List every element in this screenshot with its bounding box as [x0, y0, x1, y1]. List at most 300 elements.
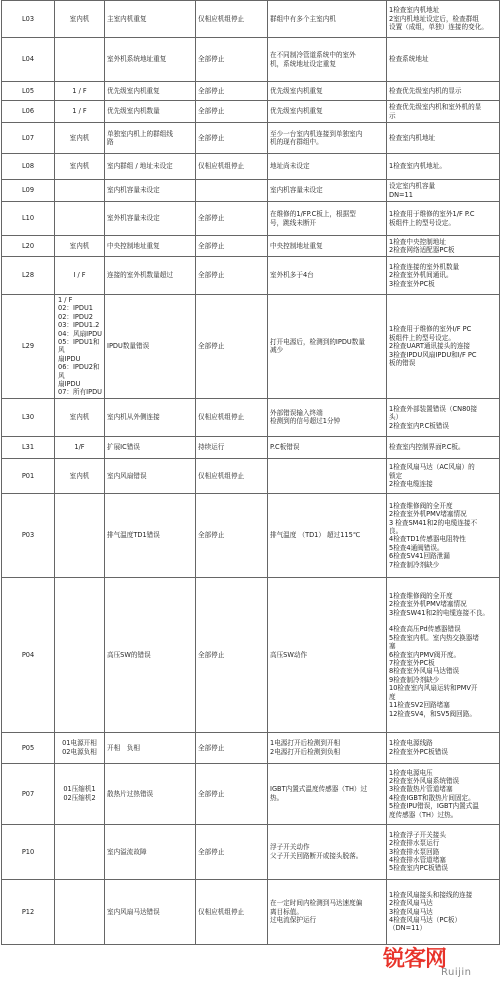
table-row — [2, 154, 500, 180]
table-row — [2, 493, 500, 577]
system-behavior-cell — [196, 154, 268, 180]
error-code-cell: L05 — [2, 82, 55, 101]
error-description-cell — [105, 458, 196, 493]
detect-unit-line: 01电源开相 — [62, 739, 97, 748]
system-behavior-cell — [196, 180, 268, 202]
detection-reason-line: 在维修的1/FP.C板上，根据型 — [270, 210, 356, 219]
system-behavior-line: 全部停止 — [198, 650, 225, 659]
detection-reason-line: 号，跳线未断开 — [270, 218, 317, 227]
check-action-line: 板的错误 — [389, 359, 416, 368]
error-code-cell: L06 — [2, 101, 55, 123]
detection-reason-cell — [268, 236, 387, 257]
watermark-brand-text: 锐客网 — [383, 947, 447, 972]
detect-unit-line: 02：IPDU1 — [58, 304, 94, 313]
detect-unit-line: 06：IPDU2和风 — [58, 363, 100, 380]
check-action-cell — [387, 180, 500, 202]
table-row — [2, 824, 500, 879]
check-action-line: 2检查排水泵运行 — [389, 839, 440, 848]
detect-unit-line: 室内机 — [69, 471, 90, 480]
check-action-line: 12检查SV4，和SV5阀回路。 — [389, 709, 476, 718]
detection-reason-line: 至少一台室内机连接到单独室内 — [270, 129, 363, 138]
system-behavior-cell — [196, 82, 268, 101]
error-description-line: 扩展IC错误 — [107, 443, 140, 452]
check-action-line: 2检查室外风扇系统错误 — [389, 777, 460, 786]
detection-reason-cell — [268, 82, 387, 101]
detection-reason-line: 优先级室内机重复 — [270, 86, 323, 95]
check-action-cell — [387, 202, 500, 236]
system-behavior-line: 仅相应机组停止 — [198, 14, 245, 23]
watermark-domain-text: Ruijin — [441, 967, 472, 978]
table-row — [2, 257, 500, 295]
system-behavior-line: 全部停止 — [198, 241, 225, 250]
detection-reason-line: 优先级室内机重复 — [270, 107, 323, 116]
error-description-line: 室内机容量未设定 — [107, 186, 160, 195]
detect-unit-cell — [55, 763, 105, 824]
system-behavior-cell — [196, 1, 268, 38]
error-description-cell — [105, 1, 196, 38]
check-action-line: 检查室内机地址 — [389, 133, 436, 142]
detection-reason-line: 高压SW动作 — [270, 650, 308, 659]
check-action-cell — [387, 398, 500, 436]
detect-unit-line: 扇IPDU — [58, 380, 81, 389]
detection-reason-line: 2电源打开后检测到负相 — [270, 747, 341, 756]
detect-unit-line: 02：IPDU2 — [58, 312, 94, 321]
detection-reason-line: 中央控制地址重复 — [270, 241, 323, 250]
check-action-cell — [387, 493, 500, 577]
check-action-line: 头） — [389, 413, 403, 422]
system-behavior-line: 全部停止 — [198, 86, 225, 95]
detection-reason-cell — [268, 38, 387, 82]
check-action-cell — [387, 577, 500, 732]
detection-reason-line: 机的现有群组中。 — [270, 138, 323, 146]
detection-reason-cell — [268, 257, 387, 295]
detect-unit-line: 1 / F — [72, 107, 87, 116]
check-action-cell — [387, 763, 500, 824]
detection-reason-cell — [268, 1, 387, 38]
check-action-line: 示 — [389, 111, 396, 120]
check-action-line: 设置（成组，单独）连接的变化。 — [389, 23, 488, 32]
error-description-line: 室内溢流故障 — [107, 847, 147, 856]
error-description-line: 室内风扇马达错误 — [107, 907, 160, 916]
system-behavior-cell — [196, 458, 268, 493]
check-action-line: 5检查室内机。室内热交换器堵 — [389, 633, 479, 642]
error-code-cell: L31 — [2, 436, 55, 458]
system-behavior-cell — [196, 879, 268, 944]
detect-unit-line: 扇IPDU — [58, 354, 81, 363]
check-action-line: 1检查用于维修的室外1/F P.C — [389, 210, 475, 219]
check-action-cell — [387, 458, 500, 493]
check-action-line: 2检查风扇马达 — [389, 899, 433, 908]
detect-unit-cell — [55, 202, 105, 236]
check-action-line: （DN=11） — [389, 924, 427, 933]
error-code-cell: P04 — [2, 577, 55, 732]
detect-unit-cell — [55, 398, 105, 436]
detection-reason-line: IGBT内置式温度传感器（TH）过 — [270, 785, 368, 794]
detect-unit-cell — [55, 123, 105, 154]
check-action-line: 2检查室外机PMV堵塞情况 — [389, 600, 467, 609]
error-description-cell — [105, 82, 196, 101]
check-action-line: 检查优先级室内机和室外机的显 — [389, 103, 482, 112]
error-description-line: 开相 负相 — [107, 743, 140, 752]
table-row — [2, 1, 500, 38]
system-behavior-line: 全部停止 — [198, 133, 225, 142]
check-action-cell — [387, 38, 500, 82]
check-action-line: 4检查TD1传感器电阻特性 — [389, 535, 466, 544]
table-row — [2, 732, 500, 763]
system-behavior-cell — [196, 398, 268, 436]
check-action-line: 11检查SV2回路堵塞 — [389, 701, 450, 710]
check-action-line: 塞 — [389, 642, 396, 651]
detection-reason-cell — [268, 493, 387, 577]
check-action-line: 1检查连接的室外机数量 — [389, 262, 460, 271]
error-code-cell: L04 — [2, 38, 55, 82]
detection-reason-cell — [268, 398, 387, 436]
check-action-line: 2室内机地址设定后，检查群组 — [389, 14, 479, 23]
site-watermark-logo — [383, 942, 499, 982]
check-action-line: 1检查外部装置错误（CN80接 — [389, 404, 478, 413]
check-action-line: 3检查IPDU风扇IPDU和I/F PC — [389, 350, 477, 359]
error-description-line: 主室内机重复 — [107, 14, 147, 23]
error-description-line: 单独室内机上的群组线 — [107, 129, 173, 138]
error-description-line: 室内风扇错误 — [107, 471, 147, 480]
check-action-line: 9检查制冷剂缺少 — [389, 675, 440, 684]
check-action-cell — [387, 236, 500, 257]
detect-unit-line: 03：IPDU1.2 — [58, 321, 100, 330]
check-action-cell — [387, 436, 500, 458]
table-row — [2, 763, 500, 824]
check-action-line: 2检查室外机PMV堵塞情况 — [389, 510, 467, 519]
check-action-line: 板组件上的型号设定。 — [389, 333, 455, 342]
system-behavior-line: 全部停止 — [198, 743, 225, 752]
check-action-line: 1检查室内机地址 — [389, 6, 440, 15]
error-description-cell — [105, 824, 196, 879]
detection-reason-cell — [268, 123, 387, 154]
check-action-line: 1检查电源电压 — [389, 768, 433, 777]
error-description-cell — [105, 763, 196, 824]
check-action-line: 1检查室内机地址。 — [389, 162, 446, 171]
detect-unit-cell — [55, 1, 105, 38]
system-behavior-line: 仅相应机组停止 — [198, 162, 245, 171]
error-code-cell: L20 — [2, 236, 55, 257]
error-description-cell — [105, 38, 196, 82]
detection-reason-line: 在不同制冷管道系统中的室外 — [270, 51, 356, 60]
check-action-line: 1检查浮子开关接头 — [389, 830, 446, 839]
table-row — [2, 38, 500, 82]
detect-unit-line: 室内机 — [69, 133, 90, 142]
detect-unit-cell — [55, 257, 105, 295]
error-description-cell — [105, 257, 196, 295]
check-action-line: 4检查IGBT和散热片间固定。 — [389, 793, 475, 802]
detection-reason-cell — [268, 101, 387, 123]
detect-unit-cell — [55, 38, 105, 82]
table-row — [2, 236, 500, 257]
error-description-cell — [105, 577, 196, 732]
table-row — [2, 202, 500, 236]
system-behavior-cell — [196, 236, 268, 257]
detection-reason-cell — [268, 180, 387, 202]
detection-reason-line: P.C板错误 — [270, 443, 300, 452]
detection-reason-cell — [268, 577, 387, 732]
error-code-cell: L30 — [2, 398, 55, 436]
detect-unit-line: 室内机 — [69, 14, 90, 23]
check-action-line: 7检查室外PC板 — [389, 659, 435, 668]
detection-reason-cell — [268, 436, 387, 458]
check-action-line: 2检查网络适配器PC板 — [389, 246, 455, 254]
check-action-line: 3检查风扇马达 — [389, 907, 433, 916]
check-action-line: 1检查风扇马达（AC风扇）的 — [389, 463, 475, 472]
error-description-cell — [105, 436, 196, 458]
system-behavior-line: 全部停止 — [198, 55, 225, 64]
check-action-line: 2检查室外机间通讯。 — [389, 271, 453, 280]
detect-unit-line: 室内机 — [69, 413, 90, 422]
error-code-cell: P12 — [2, 879, 55, 944]
system-behavior-cell — [196, 202, 268, 236]
detection-reason-line: 排气温度 （TD1） 超过115℃ — [270, 531, 361, 540]
system-behavior-cell — [196, 38, 268, 82]
detection-reason-line: 群组中有多个主室内机 — [270, 14, 336, 23]
error-description-line: 连接的室外机数量超过 — [107, 271, 173, 280]
system-behavior-cell — [196, 577, 268, 732]
detection-reason-line: 父子开关回路断开或接头脱落。 — [270, 851, 363, 860]
system-behavior-cell — [196, 763, 268, 824]
detection-reason-line: 外部错误输入终端 — [270, 408, 323, 417]
detection-reason-line: 热。 — [270, 793, 284, 802]
check-action-line: 1检查风扇接头和接线的连接 — [389, 890, 473, 899]
check-action-line: 5检查室内PC板错误 — [389, 864, 448, 873]
detect-unit-cell — [55, 295, 105, 399]
check-action-line: 3检查室外PC板 — [389, 279, 435, 288]
table-row — [2, 295, 500, 399]
error-description-cell — [105, 154, 196, 180]
check-action-cell — [387, 1, 500, 38]
table-row — [2, 458, 500, 493]
detection-reason-line: 地址尚未设定 — [270, 162, 310, 171]
check-action-line: 6检查SV41回路泄漏 — [389, 552, 450, 561]
detection-reason-cell — [268, 458, 387, 493]
system-behavior-cell — [196, 295, 268, 399]
check-action-line: DN=11 — [389, 190, 413, 199]
error-code-cell: L29 — [2, 295, 55, 399]
detect-unit-line: 1 / F — [72, 86, 87, 95]
error-code-cell: L08 — [2, 154, 55, 180]
check-action-line: 锁定 — [389, 471, 403, 480]
detection-reason-line: 在一定时间内检测到马达速度偏 — [270, 899, 363, 908]
error-code-cell: P03 — [2, 493, 55, 577]
detection-reason-cell — [268, 154, 387, 180]
check-action-line: 3 检查SM41和2的电缆连接不 — [389, 518, 478, 527]
check-action-line: 6检查室内PMV阀开度。 — [389, 650, 461, 659]
check-action-line: 10检查室内风扇运转和PMV开 — [389, 684, 478, 693]
check-action-line: 板组件上的型号设定。 — [389, 218, 455, 227]
check-action-line: 5检查4通阀错误。 — [389, 543, 444, 552]
table-row — [2, 879, 500, 944]
check-action-cell — [387, 295, 500, 399]
error-description-cell — [105, 180, 196, 202]
system-behavior-line: 全部停止 — [198, 271, 225, 280]
error-description-line: 室外机系统地址重复 — [107, 55, 167, 64]
check-action-cell — [387, 824, 500, 879]
error-code-cell: L10 — [2, 202, 55, 236]
detect-unit-line: 04：风扇IPDU — [58, 329, 102, 338]
check-action-line: 设定室内机容量 — [389, 182, 436, 191]
detection-reason-cell — [268, 879, 387, 944]
system-behavior-line: 全部停止 — [198, 789, 225, 798]
error-description-line: 室内群组 / 地址未设定 — [107, 162, 173, 171]
system-behavior-line: 全部停止 — [198, 847, 225, 856]
check-action-cell — [387, 732, 500, 763]
table-row — [2, 180, 500, 202]
detect-unit-cell — [55, 154, 105, 180]
check-action-line: 2检查电缆连接 — [389, 480, 433, 489]
system-behavior-line: 全部停止 — [198, 342, 225, 351]
detect-unit-cell — [55, 879, 105, 944]
detection-reason-cell — [268, 202, 387, 236]
detect-unit-cell — [55, 577, 105, 732]
error-code-cell: L28 — [2, 257, 55, 295]
system-behavior-cell — [196, 436, 268, 458]
check-action-line: 4检查高压Pd传感器错误 — [389, 625, 461, 634]
check-action-line: 4检查排水管道堵塞 — [389, 856, 446, 865]
detect-unit-line: 07：所有IPDU — [58, 388, 102, 397]
error-description-line: 中央控制地址重复 — [107, 241, 160, 250]
system-behavior-line: 全部停止 — [198, 107, 225, 116]
system-behavior-cell — [196, 493, 268, 577]
detection-reason-line: 减少 — [270, 346, 284, 355]
detect-unit-cell — [55, 82, 105, 101]
detect-unit-line: 02压缩机2 — [63, 793, 96, 802]
check-action-line: 度 — [389, 692, 396, 701]
detection-reason-cell — [268, 824, 387, 879]
check-action-line: 检查室内控制界面P.C板。 — [389, 443, 465, 452]
table-row — [2, 123, 500, 154]
error-description-line: 优先级室内机数量 — [107, 107, 160, 116]
check-action-line: 1检查维修阀的全开度 — [389, 501, 453, 510]
check-action-line: 3检查排水泵回路 — [389, 847, 440, 856]
error-description-cell — [105, 236, 196, 257]
system-behavior-line: 仅相应机组停止 — [198, 907, 245, 916]
detection-reason-line: 打开电源后，检测到的IPDU数量 — [270, 338, 365, 347]
detect-unit-cell — [55, 236, 105, 257]
check-action-line: 4检查风扇马达（PC板） — [389, 916, 462, 925]
detect-unit-cell — [55, 101, 105, 123]
detection-reason-line: 过电流保护运行 — [270, 916, 317, 925]
detect-unit-line: 1/F — [74, 443, 85, 452]
error-description-line: 高压SW的错误 — [107, 650, 151, 659]
system-behavior-line: 仅相应机组停止 — [198, 413, 245, 422]
detection-reason-line: 检测到的信号超过1分钟 — [270, 417, 341, 426]
detection-reason-cell — [268, 732, 387, 763]
error-description-cell — [105, 202, 196, 236]
check-action-line: 2检查室内P.C板错误 — [389, 421, 449, 430]
error-description-line: 散热片过热错误 — [107, 789, 154, 798]
check-action-line: 8检查室外风扇马达错误 — [389, 667, 460, 676]
check-action-cell — [387, 101, 500, 123]
check-action-cell — [387, 123, 500, 154]
error-description-line: 路 — [107, 138, 114, 146]
error-description-line: IPDU数量错误 — [107, 342, 150, 351]
detect-unit-cell — [55, 824, 105, 879]
error-code-cell: P01 — [2, 458, 55, 493]
detect-unit-line: 室内机 — [69, 162, 90, 171]
detect-unit-cell — [55, 180, 105, 202]
check-action-line: 5检查IPU错误，IGBT内置式温 — [389, 802, 479, 811]
check-action-line: 3检查SW41和2的电缆连接不良。 — [389, 608, 490, 617]
table-row — [2, 398, 500, 436]
error-code-cell: P10 — [2, 824, 55, 879]
error-description-cell — [105, 732, 196, 763]
table-row — [2, 82, 500, 101]
system-behavior-cell — [196, 824, 268, 879]
table-body — [2, 1, 500, 945]
check-action-cell — [387, 154, 500, 180]
check-action-line: 2检查UART通讯接头的连接 — [389, 342, 471, 351]
check-action-line: 检查系统地址 — [389, 55, 429, 64]
error-code-table — [1, 0, 500, 945]
system-behavior-line: 全部停止 — [198, 531, 225, 540]
detection-reason-line: 室外机多于4台 — [270, 271, 314, 280]
error-description-cell — [105, 493, 196, 577]
check-action-line: 良。 — [389, 526, 403, 535]
detect-unit-cell — [55, 458, 105, 493]
error-description-line: 室内机从外侧连接 — [107, 413, 160, 422]
table-row — [2, 577, 500, 732]
detect-unit-line: 02电源负相 — [62, 747, 97, 756]
detect-unit-line: 室内机 — [69, 241, 90, 250]
error-code-cell: P07 — [2, 763, 55, 824]
detect-unit-cell — [55, 493, 105, 577]
check-action-line: 1检查中央控制地址 — [389, 237, 446, 246]
detection-reason-cell — [268, 763, 387, 824]
error-description-line: 室外机容量未设定 — [107, 214, 160, 223]
detect-unit-cell — [55, 436, 105, 458]
check-action-line: 3检查散热片管道堵塞 — [389, 785, 453, 794]
error-description-cell — [105, 295, 196, 399]
table-row — [2, 436, 500, 458]
system-behavior-cell — [196, 101, 268, 123]
detection-reason-cell — [268, 295, 387, 399]
system-behavior-line: 持续运行 — [198, 443, 225, 452]
detect-unit-cell — [55, 732, 105, 763]
check-action-line: 1检查电源线路 — [389, 739, 433, 748]
detection-reason-line: 浮子开关动作 — [270, 843, 310, 852]
error-description-cell — [105, 398, 196, 436]
error-code-cell: L07 — [2, 123, 55, 154]
detect-unit-line: 01压缩机1 — [63, 785, 96, 794]
system-behavior-cell — [196, 123, 268, 154]
error-code-cell: P05 — [2, 732, 55, 763]
error-description-line: 排气温度TD1错误 — [107, 531, 160, 540]
check-action-line: 度传感器（TH）过热。 — [389, 810, 458, 819]
system-behavior-cell — [196, 257, 268, 295]
system-behavior-line: 仅相应机组停止 — [198, 471, 245, 480]
error-description-cell — [105, 879, 196, 944]
check-action-cell — [387, 82, 500, 101]
check-action-line: 1检查维修阀的全开度 — [389, 591, 453, 600]
detection-reason-line: 室内机容量未设定 — [270, 186, 323, 195]
error-description-cell — [105, 123, 196, 154]
error-description-cell — [105, 101, 196, 123]
check-action-line: 2检查室外PC板错误 — [389, 747, 448, 756]
check-action-cell — [387, 879, 500, 944]
check-action-line: 检查优先级室内机的显示 — [389, 86, 462, 95]
system-behavior-line: 全部停止 — [198, 214, 225, 223]
detect-unit-line: I / F — [73, 271, 86, 280]
error-code-cell: L03 — [2, 1, 55, 38]
check-action-cell — [387, 257, 500, 295]
check-action-line: 1检查用于维修的室外I/F PC — [389, 325, 472, 334]
check-action-line: 7检查制冷剂缺少 — [389, 560, 440, 569]
error-description-line: 优先级室内机重复 — [107, 86, 160, 95]
